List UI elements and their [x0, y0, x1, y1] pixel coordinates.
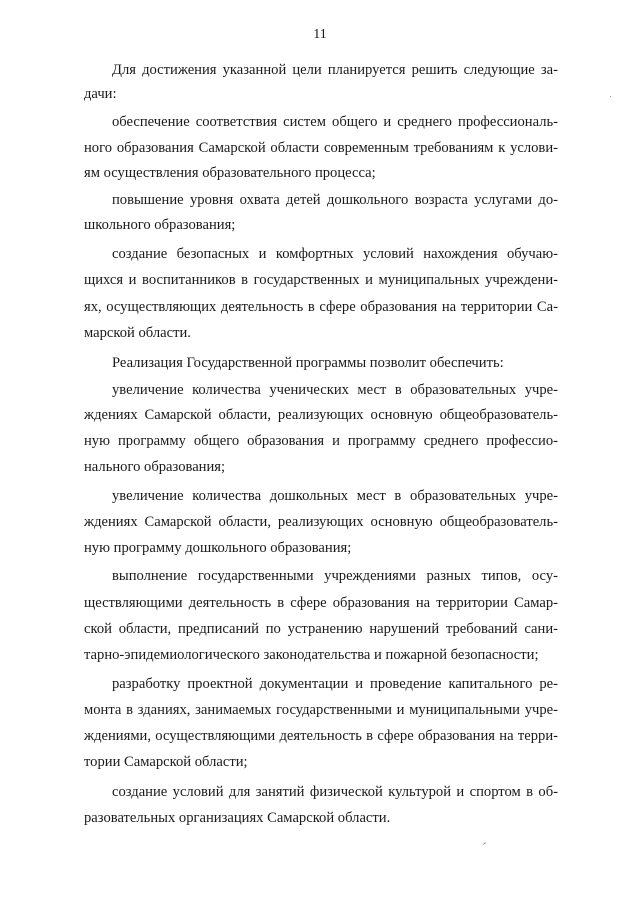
paragraph-3-line-2: школьного образования;: [84, 217, 236, 233]
page-number: 11: [313, 27, 327, 42]
scan-speck: [483, 842, 486, 845]
paragraph-2-line-3: ям осуществления образовательного процесса;: [84, 165, 376, 181]
margin-dot: [610, 96, 611, 97]
paragraph-6-line-1: увеличение количества ученических мест в образовательных учре-: [112, 382, 558, 398]
paragraph-7-line-2: ждениях Самарской области, реализующих основную общеобразователь-: [84, 514, 558, 530]
paragraph-3-line-1: повышение уровня охвата детей дошкольного возраста услугами до-: [112, 192, 558, 208]
paragraph-2-line-1: обеспечение соответствия систем общего и среднего профессиональ-: [112, 114, 558, 130]
paragraph-8-line-4: тарно-эпидемиологического законодательства и пожарной безопасности;: [84, 647, 539, 663]
paragraph-6-line-3: ную программу общего образования и программу среднего профессио-: [84, 433, 558, 449]
paragraph-4-line-1: создание безопасных и комфортных условий нахождения обучаю-: [112, 246, 558, 262]
paragraph-10-line-2: разовательных организациях Самарской области.: [84, 810, 391, 826]
paragraph-9-line-4: тории Самарской области;: [84, 754, 248, 770]
paragraph-4-line-4: марской области.: [84, 325, 191, 341]
paragraph-9-line-1: разработку проектной документации и проведение капитального ре-: [112, 676, 558, 692]
paragraph-4-line-2: щихся и воспитанников в государственных и муниципальных учреждени-: [84, 272, 558, 288]
paragraph-8-line-3: ской области, предписаний по устранению нарушений требований сани-: [84, 621, 558, 637]
paragraph-9-line-3: ждениями, осуществляющими деятельность в сфере образования на терри-: [84, 728, 558, 744]
paragraph-10-line-1: создание условий для занятий физической культурой и спортом в об-: [112, 784, 558, 800]
paragraph-1-line-1: Для достижения указанной цели планируется решить следующие за-: [112, 62, 558, 78]
paragraph-2-line-2: ного образования Самарской области современным требованиям к услови-: [84, 140, 558, 156]
paragraph-8-line-2: ществляющими деятельность в сфере образования на территории Самар-: [84, 595, 558, 611]
paragraph-6-line-4: нального образования;: [84, 459, 226, 475]
paragraph-8-line-1: выполнение государственными учреждениями разных типов, осу-: [112, 568, 558, 584]
paragraph-7-line-3: ную программу дошкольного образования;: [84, 540, 352, 556]
paragraph-6-line-2: ждениях Самарской области, реализующих основную общеобразователь-: [84, 407, 558, 423]
paragraph-1-line-2: дачи:: [84, 86, 117, 102]
paragraph-9-line-2: монта в зданиях, занимаемых государственными и муниципальными учре-: [84, 702, 558, 718]
paragraph-4-line-3: ях, осуществляющих деятельность в сфере образования на территории Са-: [84, 299, 558, 315]
paragraph-7-line-1: увеличение количества дошкольных мест в образовательных учре-: [112, 488, 558, 504]
paragraph-5-line-1: Реализация Государственной программы позволит обеспечить:: [112, 355, 504, 371]
